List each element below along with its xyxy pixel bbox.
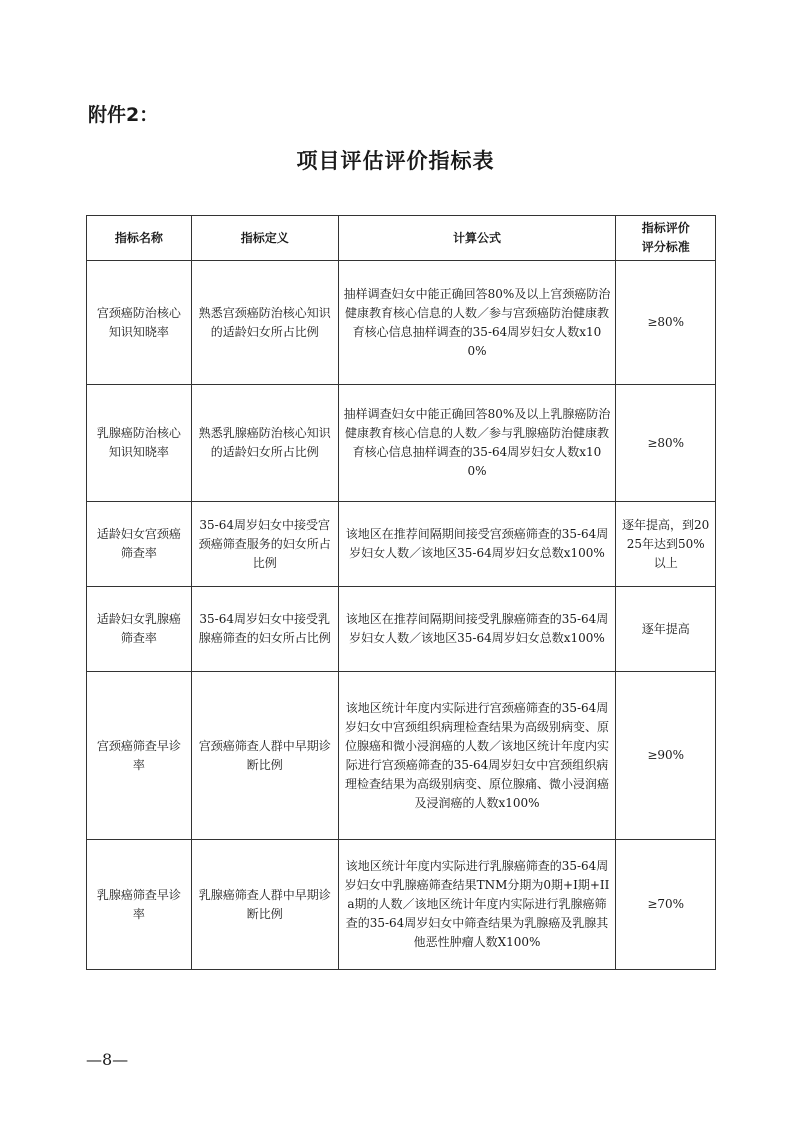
cell-formula: 抽样调查妇女中能正确回答80%及以上宫颈癌防治健康教育核心信息的人数／参与宫颈癌防治健康教育核心信息抽样调查的35-64周岁妇女人数x100% (338, 261, 616, 385)
table-header-row (87, 216, 716, 261)
attachment-label: 附件2： (88, 104, 159, 126)
indicator-table (86, 215, 716, 970)
cell-standard: ≥70% (616, 840, 716, 970)
cell-definition: 宫颈癌筛查人群中早期诊断比例 (191, 672, 338, 840)
cell-formula: 该地区在推荐间隔期间接受乳腺癌筛查的35-64周岁妇女人数／该地区35-64周岁妇女总数x100% (338, 587, 616, 672)
table-row (87, 502, 716, 587)
header-evaluation-standard: 指标评价 评分标准 (616, 216, 716, 261)
cell-definition: 35-64周岁妇女中接受乳腺癌筛查的妇女所占比例 (191, 587, 338, 672)
cell-name: 适龄妇女宫颈癌筛查率 (87, 502, 192, 587)
cell-name: 乳腺癌筛查早诊率 (87, 840, 192, 970)
cell-definition: 熟悉宫颈癌防治核心知识的适龄妇女所占比例 (191, 261, 338, 385)
cell-name: 适龄妇女乳腺癌筛查率 (87, 587, 192, 672)
cell-formula: 该地区统计年度内实际进行乳腺癌筛查的35-64周岁妇女中乳腺癌筛查结果TNM分期为0期+I期+IIa期的人数／该地区统计年度内实际进行乳腺癌筛查的35-64周岁妇女中筛查结果为乳腺癌及乳腺其他恶性肿瘤人数X100% (338, 840, 616, 970)
cell-formula: 抽样调查妇女中能正确回答80%及以上乳腺癌防治健康教育核心信息的人数／参与乳腺癌防治健康教育核心信息抽样调查的35-64周岁妇女人数x100% (338, 385, 616, 502)
header-indicator-name: 指标名称 (87, 216, 192, 261)
cell-standard: ≥90% (616, 672, 716, 840)
cell-standard: ≥80% (616, 261, 716, 385)
cell-standard: 逐年提高，到2025年达到50%以上 (616, 502, 716, 587)
page-title: 项目评估评价指标表 (296, 149, 495, 173)
table-row (87, 840, 716, 970)
table-row (87, 385, 716, 502)
cell-standard: ≥80% (616, 385, 716, 502)
cell-formula: 该地区统计年度内实际进行宫颈癌筛查的35-64周岁妇女中宫颈组织病理检查结果为高级别病变、原位腺癌和微小浸润癌的人数／该地区统计年度内实际进行宫颈癌筛查的35-64周岁妇女中宫颈组织病理检查结果为高级别病变、原位腺痛、微小浸润癌及浸润癌的人数x100% (338, 672, 616, 840)
table-row (87, 587, 716, 672)
table-row (87, 261, 716, 385)
cell-standard: 逐年提高 (616, 587, 716, 672)
cell-definition: 乳腺癌筛查人群中早期诊断比例 (191, 840, 338, 970)
cell-formula: 该地区在推荐间隔期间接受宫颈癌筛查的35-64周岁妇女人数／该地区35-64周岁妇女总数x100% (338, 502, 616, 587)
cell-definition: 熟悉乳腺癌防治核心知识的适龄妇女所占比例 (191, 385, 338, 502)
header-formula: 计算公式 (338, 216, 616, 261)
table-row (87, 672, 716, 840)
cell-definition: 35-64周岁妇女中接受宫颈癌筛查服务的妇女所占比例 (191, 502, 338, 587)
cell-name: 宫颈癌筛查早诊率 (87, 672, 192, 840)
page-number: —8— (86, 1050, 129, 1069)
header-indicator-definition: 指标定义 (191, 216, 338, 261)
cell-name: 宫颈癌防治核心知识知晓率 (87, 261, 192, 385)
cell-name: 乳腺癌防治核心知识知晓率 (87, 385, 192, 502)
